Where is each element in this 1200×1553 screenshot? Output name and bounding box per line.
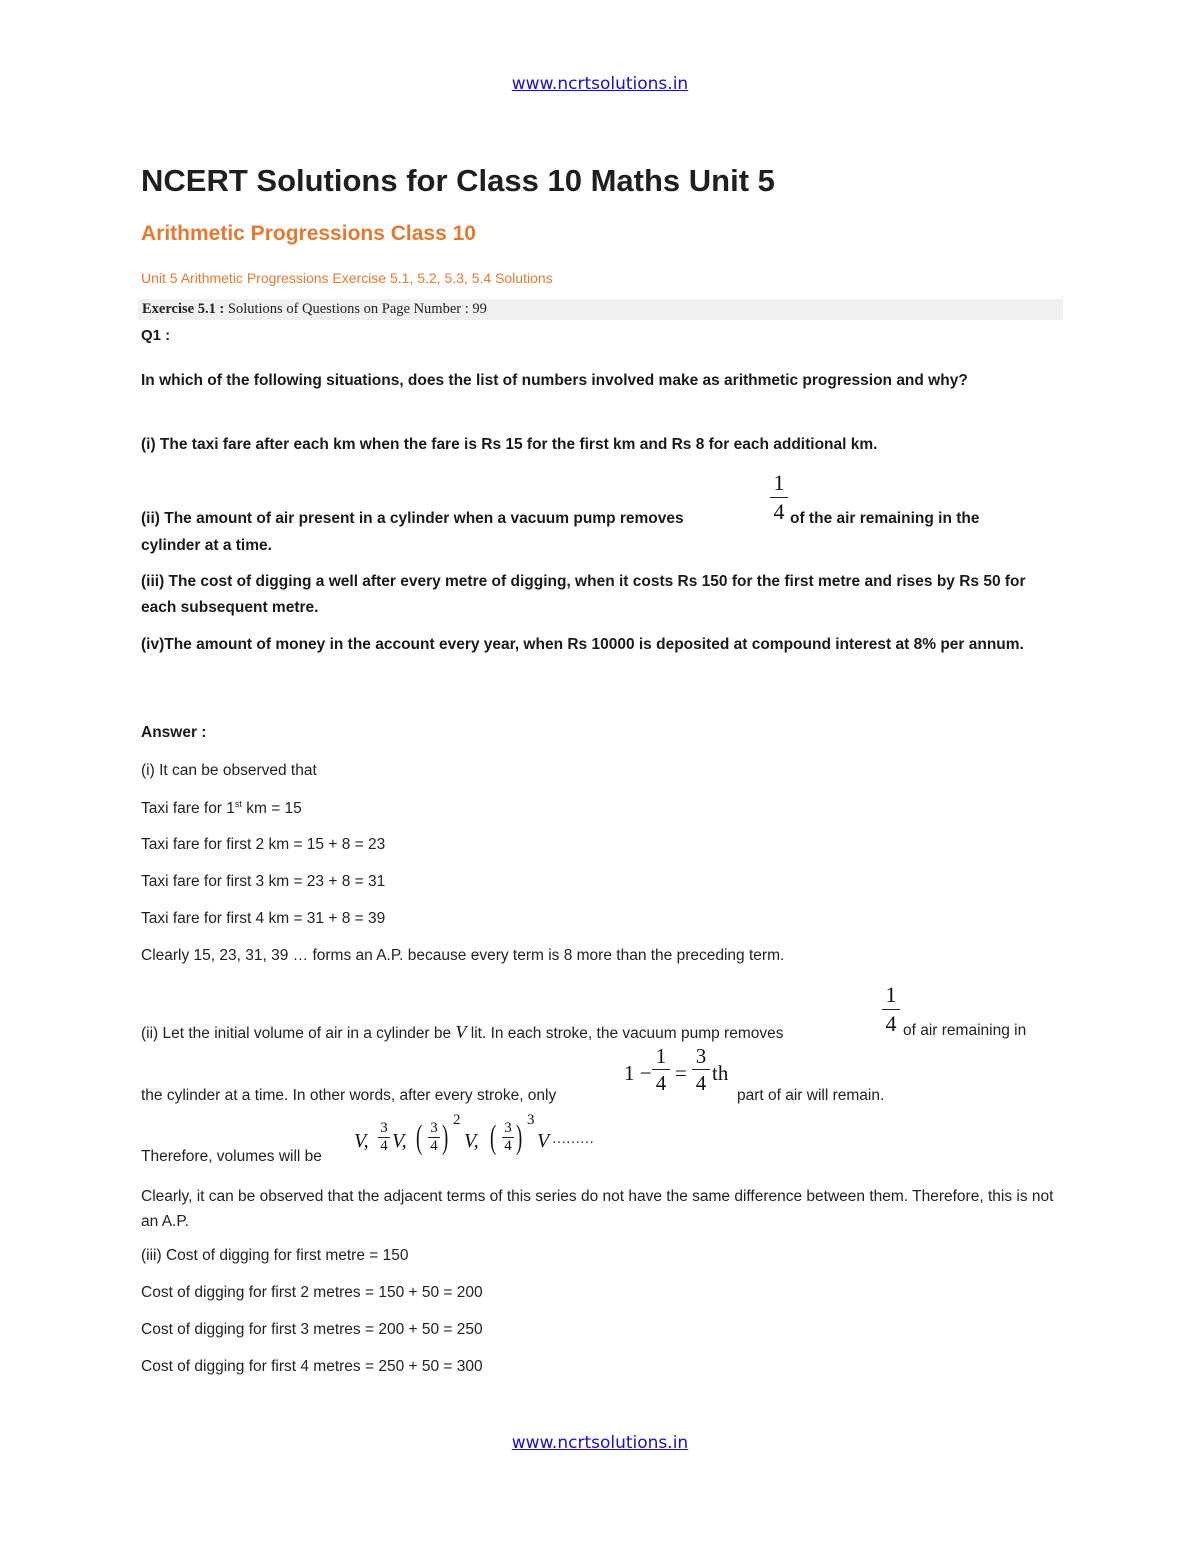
question-part-i: (i) The taxi fare after each km when the fare is Rs 15 for the first km and Rs 8 for each additional km. [141,436,878,453]
answer-ii-line1: (ii) Let the initial volume of air in a cylinder be V lit. In each stroke, the vacuum pump removes [141,1022,784,1042]
answer-label: Answer : [141,724,207,741]
answer-taxi-4: Taxi fare for first 4 km = 31 + 8 = 39 [141,910,386,927]
answer-iii-1: (iii) Cost of digging for first metre = 150 [141,1247,409,1264]
answer-ii-therefore: Therefore, volumes will be [141,1148,322,1165]
answer-i-intro: (i) It can be observed that [141,762,317,779]
unit-line: Unit 5 Arithmetic Progressions Exercise 5.1, 5.2, 5.3, 5.4 Solutions [141,270,553,286]
question-part-ii-a: (ii) The amount of air present in a cylinder when a vacuum pump removes [141,510,684,527]
fraction-one-quarter-2: 1 4 [880,982,902,1037]
header-site-link[interactable]: www.ncrtsolutions.in [511,74,689,94]
eq-one-minus: 1 − [624,1061,652,1085]
exercise-text: Solutions of Questions on Page Number : 99 [224,301,487,317]
answer-iii-2: Cost of digging for first 2 metres = 150 + 50 = 200 [141,1284,483,1301]
answer-i-conclusion: Clearly 15, 23, 31, 39 … forms an A.P. because every term is 8 more than the preceding term. [141,947,785,964]
question-part-iii: (iii) The cost of digging a well after every metre of digging, when it costs Rs 150 for the first metre and rises by Rs 50 for each subsequent metre. [141,573,1026,616]
eq-frac-3-4: 3 4 [690,1044,712,1095]
question-label: Q1 : [141,327,171,344]
fraction-one-quarter: 1 4 [768,470,790,525]
answer-taxi-2: Taxi fare for first 2 km = 15 + 8 = 23 [141,836,386,853]
question-part-iv: (iv)The amount of money in the account every year, when Rs 10000 is deposited at compound interest at 8% per annum. [141,636,1024,653]
question-part-ii-b: of the air remaining in the [790,510,980,527]
answer-taxi-3: Taxi fare for first 3 km = 23 + 8 = 31 [141,873,386,890]
eq-frac-1-4: 1 4 [650,1044,672,1095]
answer-iii-4: Cost of digging for first 4 metres = 250 + 50 = 300 [141,1358,483,1375]
answer-iii-3: Cost of digging for first 3 metres = 200 + 50 = 250 [141,1321,483,1338]
answer-ii-line2: the cylinder at a time. In other words, after every stroke, only [141,1087,557,1104]
question-part-ii-c: cylinder at a time. [141,537,272,554]
exercise-bar [138,299,1063,320]
answer-ii-line2-tail: part of air will remain. [737,1087,885,1104]
eq-th: th [712,1061,729,1085]
page-title: NCERT Solutions for Class 10 Maths Unit 5 [141,163,775,198]
footer-site-link[interactable]: www.ncrtsolutions.in [511,1433,689,1453]
answer-ii-line1-tail: of air remaining in [903,1022,1027,1039]
eq-equals: = [675,1061,687,1085]
answer-taxi-1: Taxi fare for 1st km = 15 [141,799,302,818]
exercise-label: Exercise 5.1 : [142,301,225,317]
question-intro: In which of the following situations, does the list of numbers involved make as arithmetic progression and why? [141,372,968,389]
page-subtitle: Arithmetic Progressions Class 10 [141,222,476,245]
answer-ii-conclusion: Clearly, it can be observed that the adjacent terms of this series do not have the same difference between them. Therefore, this is not an A.P. [141,1188,1054,1230]
